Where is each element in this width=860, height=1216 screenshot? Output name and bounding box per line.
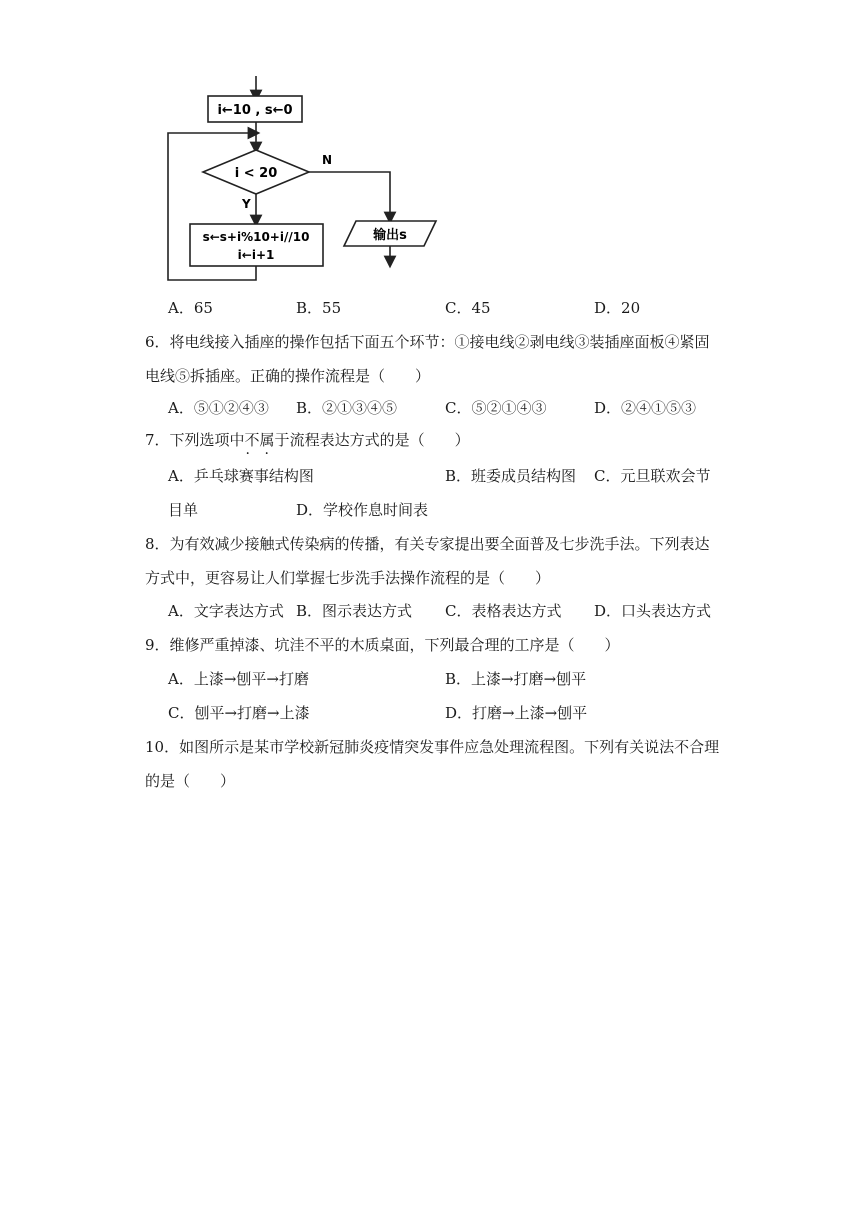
no-label: N — [322, 153, 333, 167]
q5-option-b: B．55 — [296, 299, 342, 317]
q5-option-c: C．45 — [445, 299, 491, 317]
q5-option-d: D．20 — [594, 299, 641, 317]
q5-option-a: A．65 — [168, 299, 213, 317]
q6-option-b: B．②①③④⑤ — [296, 399, 398, 417]
yes-label: Y — [242, 197, 251, 211]
q7-option-d: D．学校作息时间表 — [296, 501, 429, 519]
init-text: i←10 , s←0 — [217, 103, 293, 118]
q7-stem — [145, 430, 470, 450]
condition-text: i < 20 — [234, 166, 278, 181]
q6-option-a: A．⑤①②④③ — [168, 399, 269, 417]
q7-option-b: B．班委成员结构图 — [445, 467, 577, 485]
q8-stem-line1: 8．为有效减少接触式传染病的传播，有关专家提出要全面普及七步洗手法。下列表达 — [145, 535, 710, 553]
q7-option-a: A．乒乓球赛事结构图 — [168, 467, 314, 485]
q6-stem-line1: 6．将电线接入插座的操作包括下面五个环节：①接电线②剥电线③装插座面板④紧固 — [145, 333, 710, 351]
q8-option-c: C．表格表达方式 — [445, 602, 562, 620]
q8-stem-line2: 方式中，更容易让人们掌握七步洗手法操作流程的是（ ） — [145, 569, 551, 587]
output-text: 输出s — [373, 228, 407, 243]
q10-stem-line1: 10．如图所示是某市学校新冠肺炎疫情突发事件应急处理流程图。下列有关说法不合理 — [145, 738, 720, 756]
flowchart-diagram — [0, 0, 860, 300]
q8-option-d: D．口头表达方式 — [594, 602, 712, 620]
q9-stem: 9．维修严重掉漆、坑洼不平的木质桌面，下列最合理的工序是（ ） — [145, 636, 620, 654]
q10-stem-line2: 的是（ ） — [145, 772, 236, 790]
q7-option-c: C．元旦联欢会节 — [594, 467, 711, 485]
q7-option-c-continued: 目单 — [168, 501, 199, 519]
q7-stem-emphasis: 不属于 · · — [245, 431, 290, 449]
q9-option-a: A．上漆→刨平→打磨 — [168, 670, 309, 688]
q6-option-d: D．②④①⑤③ — [594, 399, 697, 417]
q6-option-c: C．⑤②①④③ — [445, 399, 547, 417]
q9-option-d: D．打磨→上漆→刨平 — [445, 704, 588, 722]
body-line1: s←s+i%10+i//10 — [202, 230, 310, 244]
q7-stem-post: 流程表达方式的是（ ） — [289, 431, 470, 449]
q9-option-c: C．刨平→打磨→上漆 — [168, 704, 310, 722]
q9-option-b: B．上漆→打磨→刨平 — [445, 670, 587, 688]
q7-stem-pre: 7．下列选项中 — [145, 431, 245, 449]
body-line2: i←i+1 — [237, 248, 275, 262]
q6-stem-line2: 电线⑤拆插座。正确的操作流程是（ ） — [145, 367, 431, 385]
q8-option-b: B．图示表达方式 — [296, 602, 413, 620]
q8-option-a: A．文字表达方式 — [168, 602, 284, 620]
